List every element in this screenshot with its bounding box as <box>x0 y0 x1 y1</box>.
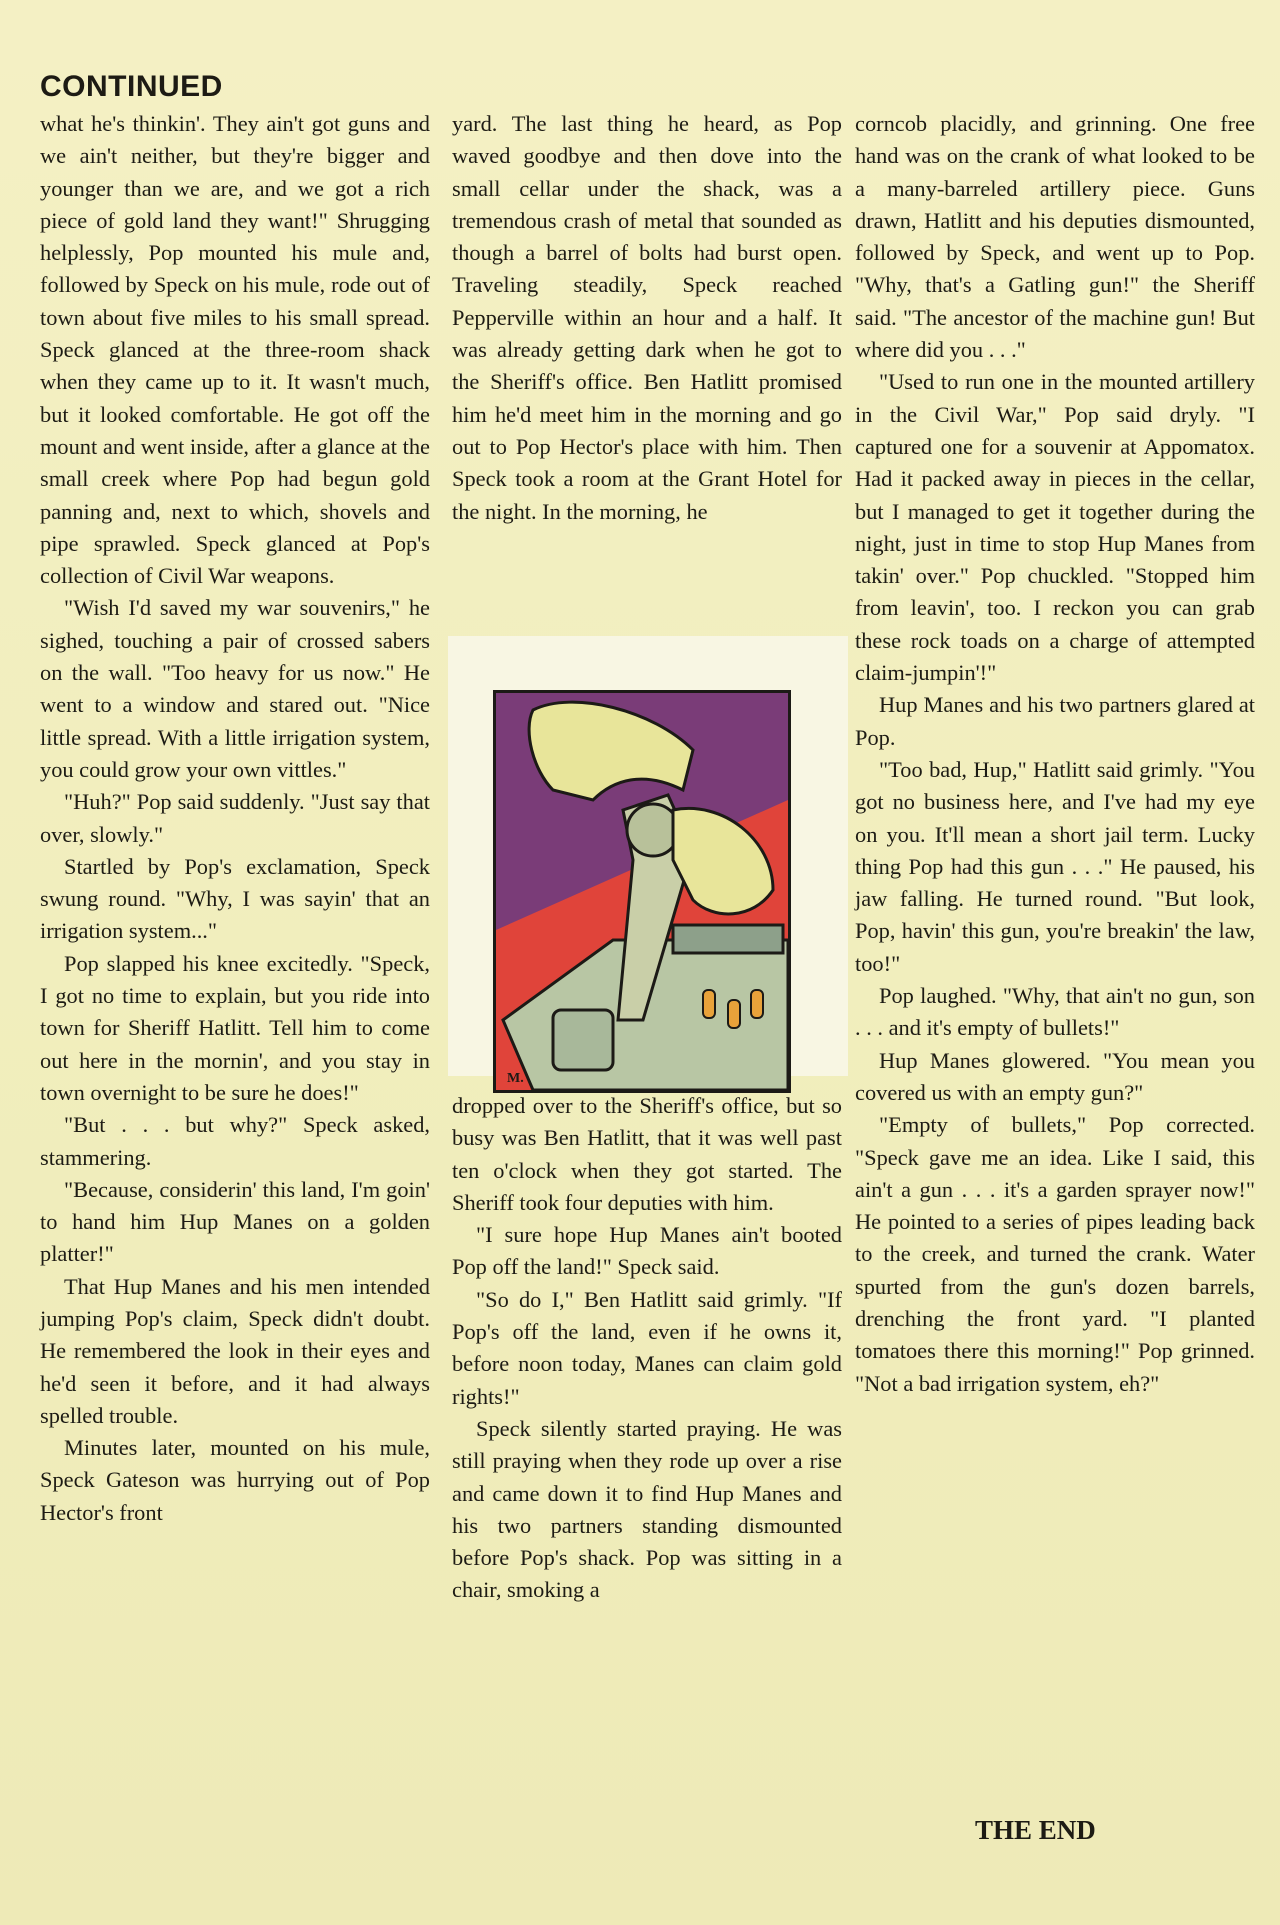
continued-heading: CONTINUED <box>40 70 223 103</box>
bullet <box>703 990 715 1018</box>
paragraph: Speck silently started praying. He was still praying when they rode up over a rise and came down it to find Hup Manes and his two partners standing dismounted before Pop's shack. Pop was sitting in a chair, smoking a <box>452 1415 842 1603</box>
paragraph: Pop laughed. "Why, that ain't no gun, son . . . and it's empty of bullets!" <box>855 983 1255 1041</box>
paragraph: "But . . . but why?" Speck asked, stammering. <box>40 1112 430 1170</box>
artist-signature: M. <box>507 1071 524 1086</box>
revolver-cylinder <box>627 804 679 856</box>
ammo-belt <box>673 925 783 953</box>
paragraph: yard. The last thing he heard, as Pop waved goodbye and then dove into the small cellar under the shack, was a tremendous crash of metal that sounded as though a barrel of bolts had burst open. Traveling steadily, Speck reached Pepperville within an hour and a half. It was already getting dark when he got to the Sheriff's office. Ben Hatlitt promised him he'd meet him in the morning and go out to Pop Hector's place with him. Then Speck took a room at the Grant Hotel for the night. In the morning, he <box>452 111 842 524</box>
bullet <box>728 1000 740 1028</box>
bullet <box>751 990 763 1018</box>
paragraph: Minutes later, mounted on his mule, Speck Gateson was hurrying out of Pop Hector's front <box>40 1435 430 1525</box>
the-end-label: THE END <box>975 1815 1096 1845</box>
paragraph: corncob placidly, and grinning. One free hand was on the crank of what looked to be a many-barreled artillery piece. Guns drawn, Hatlitt and his deputies dismounted, followed by Speck, and went up to Pop. "Why, that's a Gatling gun!" the Sheriff said. "The ancestor of the machine gun! But where did you . . ." <box>855 111 1255 363</box>
paragraph: Pop slapped his knee excitedly. "Speck, I got no time to explain, but you ride into town for Sheriff Hatlitt. Tell him to come out here in the mornin', and you stay in town overnight to be sure he does!" <box>40 950 430 1105</box>
paragraph: "Huh?" Pop said suddenly. "Just say that over, slowly." <box>40 789 430 847</box>
paragraph: "So do I," Ben Hatlitt said grimly. "If Pop's off the land, even if he owns it, before noon today, Manes can claim gold rights!" <box>452 1286 842 1409</box>
gun-crank-housing <box>553 1010 613 1070</box>
paragraph: dropped over to the Sheriff's office, but so busy was Ben Hatlitt, that it was well past ten o'clock when they got started. The Sheriff took four deputies with him. <box>452 1093 842 1215</box>
text-column-2-bottom <box>452 1090 842 1607</box>
paragraph: "Empty of bullets," Pop corrected. "Speck gave me an idea. Like I said, this ain't a gun . . . it's a garden sprayer now!" He pointed to a series of pipes leading back to the creek, and turned the crank. Water spurted from the gun's dozen barrels, drenching the front yard. "I planted tomatoes there this morning!" Pop grinned. "Not a bad irrigation system, eh?" <box>855 1112 1255 1396</box>
paragraph: That Hup Manes and his men intended jumping Pop's claim, Speck didn't doubt. He remembered the look in their eyes and he'd seen it before, and it had always spelled trouble. <box>40 1273 430 1428</box>
paragraph: "Used to run one in the mounted artillery in the Civil War," Pop said dryly. "I captured one for a souvenir at Appomatox. Had it packed away in pieces in the cellar, but I managed to get it together during the night, just in time to stop Hup Manes from takin' over." Pop chuckled. "Stopped him from leavin', too. I reckon you can grab these rock toads on a charge of attempted claim-jumpin'!" <box>855 369 1255 686</box>
paragraph: what he's thinkin'. They ain't got guns and we ain't neither, but they're bigger and younger than we are, and we got a rich piece of gold land they want!" Shrugging helplessly, Pop mounted his mule and, followed by Speck on his mule, rode out of town about five miles to his small spread. Speck glanced at the three-room shack when they came up to it. It wasn't much, but it looked comfortable. He got off the mount and went inside, after a glance at the small creek where Pop had begun gold panning and, next to which, shovels and pipe sprawled. Speck glanced at Pop's collection of Civil War weapons. <box>40 111 430 589</box>
paragraph: Hup Manes glowered. "You mean you covered us with an empty gun?" <box>855 1047 1255 1105</box>
paragraph: "Too bad, Hup," Hatlitt said grimly. "You got no business here, and I've had my eye on you. It'll mean a short jail term. Lucky thing Pop had this gun . . ." He paused, his jaw falling. He turned round. "But look, Pop, havin' this gun, you're breakin' the law, too!" <box>855 756 1255 976</box>
paragraph: "I sure hope Hup Manes ain't booted Pop off the land!" Speck said. <box>452 1222 842 1280</box>
text-column-3 <box>855 108 1255 1400</box>
text-column-1 <box>40 108 430 1529</box>
paragraph: "Because, considerin' this land, I'm goin' to hand him Hup Manes on a golden platter!" <box>40 1176 430 1267</box>
paragraph: "Wish I'd saved my war souvenirs," he sighed, touching a pair of crossed sabers on the wall. "Too heavy for us now." He went to a window and stared out. "Nice little spread. With a little irrigation system, you could grow your own vittles." <box>40 595 430 782</box>
paragraph: Startled by Pop's exclamation, Speck swung round. "Why, I was sayin' that an irrigation system..." <box>40 853 430 944</box>
text-column-2-top <box>452 108 842 528</box>
paragraph: Hup Manes and his two partners glared at Pop. <box>855 692 1255 750</box>
illustration-revolver-panel <box>493 690 791 1093</box>
